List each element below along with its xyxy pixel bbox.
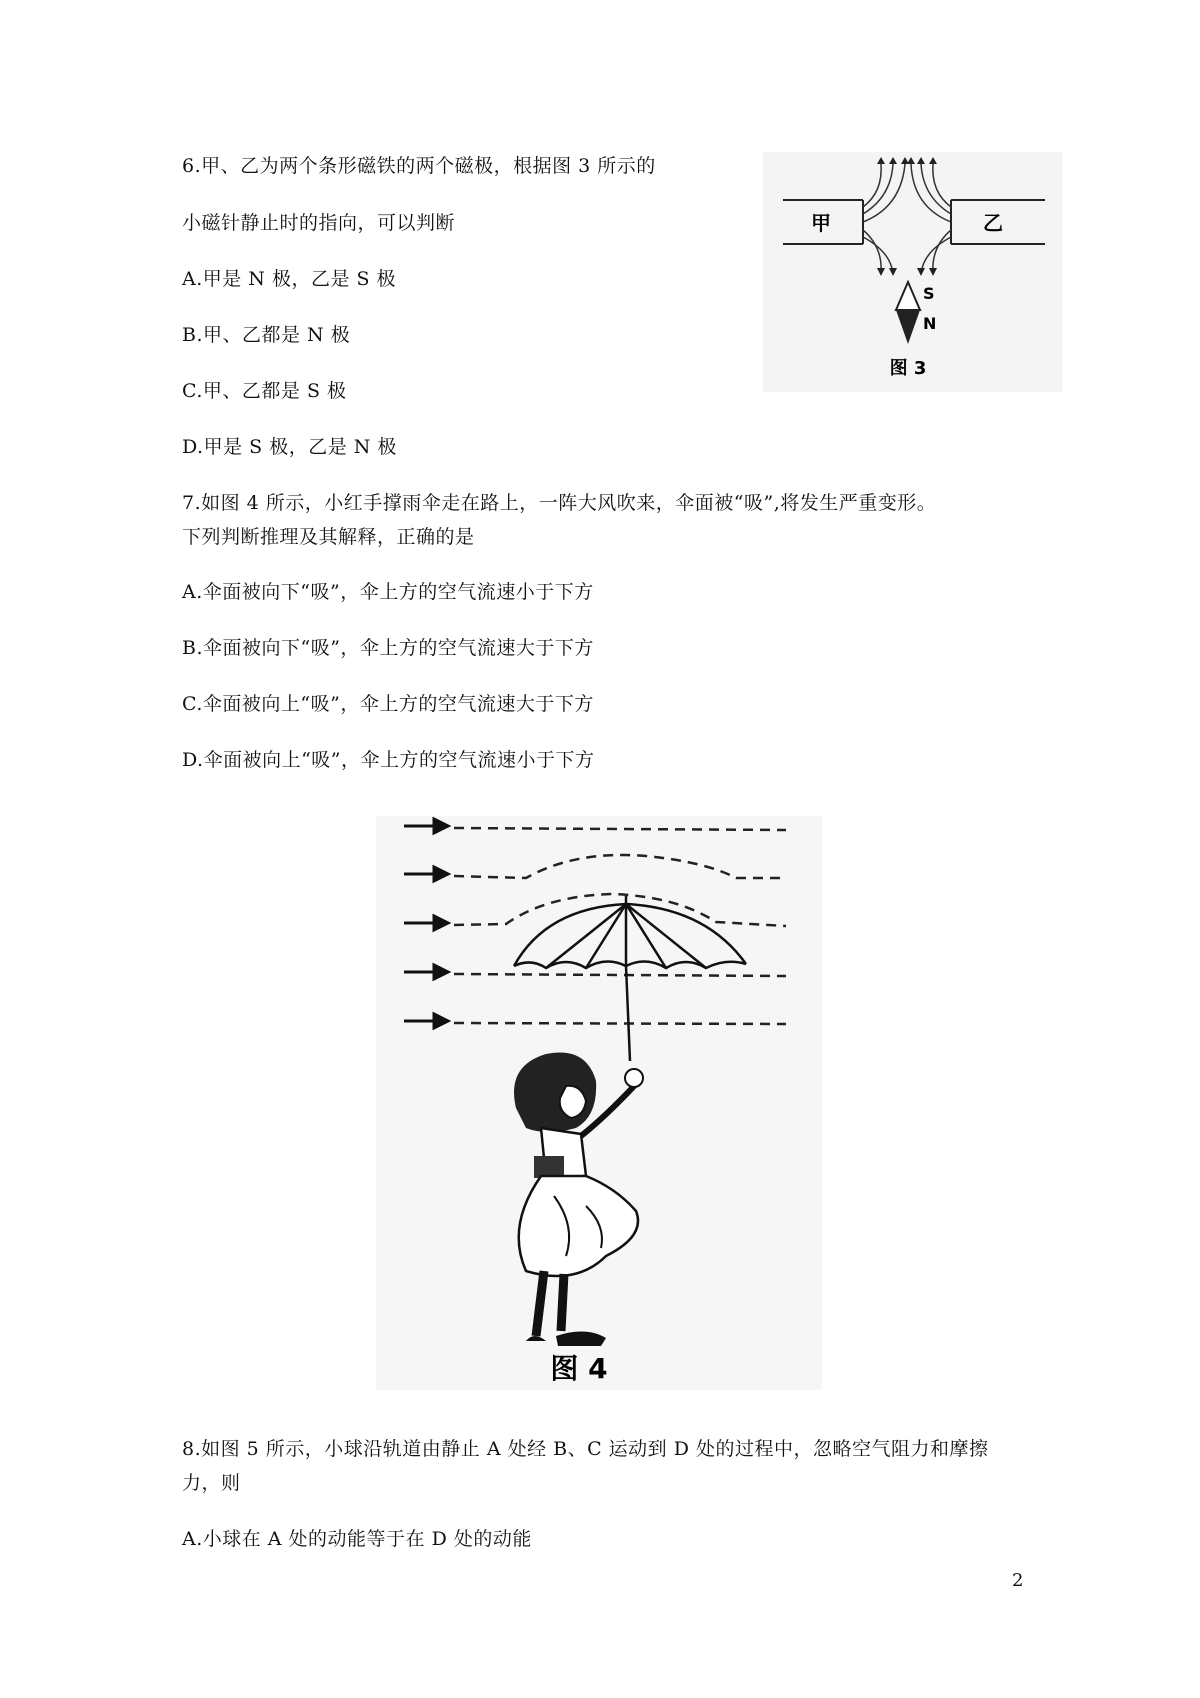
figure-3-caption: 图 3 <box>889 358 927 379</box>
magnet-left-label: 甲 <box>811 211 831 235</box>
needle-s-label: S <box>923 284 935 303</box>
q7-stem-line-1: 7.如图 4 所示，小红手撑雨伞走在路上，一阵大风吹来，伞面被“吸”,将发生严重变形。 <box>182 492 937 514</box>
q8-stem-line-2: 力，则 <box>182 1472 241 1494</box>
q6-stem-line-1: 6.甲、乙为两个条形磁铁的两个磁极，根据图 3 所示的 <box>182 155 656 177</box>
q7-stem-line-2: 下列判断推理及其解释，正确的是 <box>182 526 475 548</box>
q7-option-d: D.伞面被向上“吸”，伞上方的空气流速小于下方 <box>182 749 595 771</box>
q6-option-d: D.甲是 S 极，乙是 N 极 <box>182 436 397 458</box>
q6-stem-line-2: 小磁针静止时的指向，可以判断 <box>182 212 456 234</box>
needle-n-label: N <box>923 314 937 333</box>
magnet-right-label: 乙 <box>983 211 1003 235</box>
q7-option-a: A.伞面被向下“吸”，伞上方的空气流速小于下方 <box>182 581 594 603</box>
figure-4-caption: 图 4 <box>550 1352 608 1385</box>
q8-stem-line-1: 8.如图 5 所示，小球沿轨道由静止 A 处经 B、C 运动到 D 处的过程中，忽略空气阻力和摩擦 <box>182 1438 989 1460</box>
q6-option-a: A.甲是 N 极，乙是 S 极 <box>182 268 397 290</box>
q8-option-a: A.小球在 A 处的动能等于在 D 处的动能 <box>182 1528 532 1550</box>
figure-4-umbrella <box>376 816 822 1390</box>
q7-option-b: B.伞面被向下“吸”，伞上方的空气流速大于下方 <box>182 637 594 659</box>
figure-3-magnets <box>763 152 1063 392</box>
q6-option-b: B.甲、乙都是 N 极 <box>182 324 351 346</box>
page-number: 2 <box>1012 1570 1024 1591</box>
q7-option-c: C.伞面被向上“吸”，伞上方的空气流速大于下方 <box>182 693 594 715</box>
q6-option-c: C.甲、乙都是 S 极 <box>182 380 347 402</box>
